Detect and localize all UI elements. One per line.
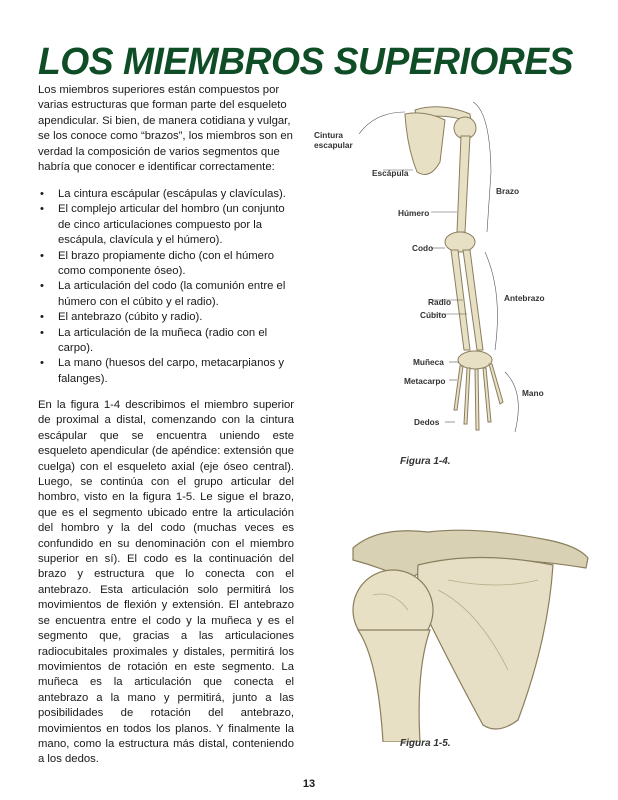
intro-paragraph: Los miembros superiores están compuestos por varias estructuras que forman parte del esqueleto apendicular. Si bien, de manera cotidiana y vulgar, se los conoce como “brazos”, los miembros son en verdad la composición de varios segmentos que habría que conocer e identificar correctamente:: [38, 84, 293, 174]
list-item: • El complejo articular del hombro (un conjunto de cinco articulaciones compuesto por la escápula, clavícula y el húmero).: [38, 202, 294, 248]
label-muneca: Muñeca: [413, 357, 444, 367]
page-title: LOS MIEMBROS SUPERIORES: [38, 41, 573, 83]
list-item: • La cintura escápular (escápulas y clavículas).: [38, 187, 294, 202]
page-number: 13: [302, 778, 316, 790]
label-escapula: Escápula: [372, 168, 409, 178]
label-codo: Codo: [412, 243, 434, 253]
shoulder-joint-figure: [338, 520, 593, 742]
label-mano: Mano: [522, 388, 544, 398]
label-humero: Húmero: [398, 208, 430, 218]
figure-1-4-caption: Figura 1-4.: [400, 456, 451, 467]
label-brazo: Brazo: [496, 186, 520, 196]
list-item: • El brazo propiamente dicho (con el húmero como componente óseo).: [38, 249, 294, 280]
label-cintura: Cintura escapular: [314, 130, 353, 150]
segments-list: [38, 187, 294, 387]
figure-1-5-caption: Figura 1-5.: [400, 738, 451, 749]
list-item: • La articulación de la muñeca (radio con el carpo).: [38, 326, 294, 357]
label-radio: Radio: [428, 297, 452, 307]
list-item: • La articulación del codo (la comunión entre el húmero con el cúbito y el radio).: [38, 279, 294, 310]
body-paragraph: En la figura 1-4 describimos el miembro superior de proximal a distal, comenzando con la cintura escápular que se encuentra uniendo este esqueleto apendicular (de apéndice: extensión que cuelga) con el esqueleto axial (eje óseo central). Luego, se continúa con el grupo articular del hombro, visto en la figura 1-5. Le sigue el brazo, que es el segmento ubicado entre la articulación del hombro y la del codo (muchas veces es confundido en su denominación con el miembro superior en sí). El codo es la continuación del brazo y estructura que lo conecta con el antebrazo. Esta articulación solo permitirá los movimientos de flexión y extensión. El antebrazo se encuentra entre el codo y la muñeca y es el segmento que, gracias a las articulaciones radiocubitales proximales y distales, permitirá los movimientos de rotación en este segmento. La muñeca es la articulación que conecta el antebrazo a la mano y permitirá, junto a las posibilidades de rotación del antebrazo, movimientos en todos los planos. Y finalmente la mano, como la estructura más distal, conteniendo a los dedos.: [38, 399, 294, 766]
label-dedos: Dedos: [414, 417, 440, 427]
label-antebrazo: Antebrazo: [504, 293, 545, 303]
label-metacarpo: Metacarpo: [404, 376, 446, 386]
label-cubito: Cúbito: [420, 310, 447, 320]
list-item: • La mano (huesos del carpo, metacarpianos y falanges).: [38, 356, 294, 387]
list-item: • El antebrazo (cúbito y radio).: [38, 310, 294, 325]
